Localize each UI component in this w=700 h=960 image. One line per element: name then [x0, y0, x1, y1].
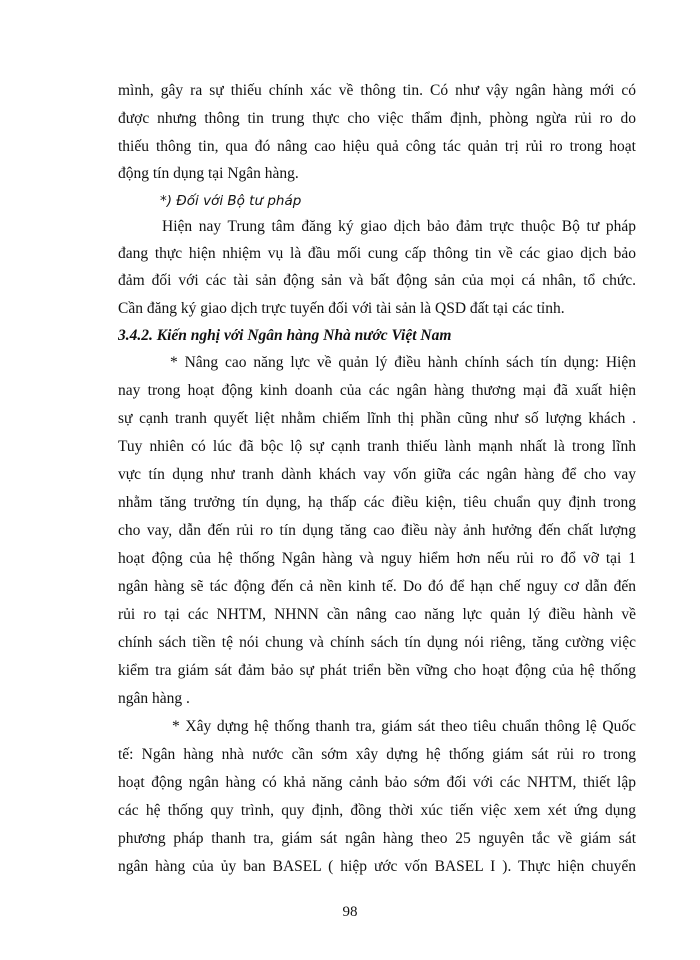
text-line: ngân hàng sẽ tác động đến cả nền kinh tế. Do đó để hạn chế nguy cơ dẫn đến [118, 578, 636, 595]
text-line: mình, gây ra sự thiếu chính xác về thông tin. Có như vậy ngân hàng mới có [118, 82, 636, 99]
page-number: 98 [342, 904, 358, 920]
text-line: vực tín dụng như tranh dành khách vay vốn giữa các ngân hàng để cho vay [118, 466, 636, 483]
text-line: nay trong hoạt động kinh doanh của các ngân hàng thương mại đã xuất hiện [118, 382, 636, 399]
text-line: nhằm tăng trưởng tín dụng, hạ thấp các điều kiện, tiêu chuẩn quy định trong [118, 494, 636, 511]
paragraph-first-line: * Xây dựng hệ thống thanh tra, giám sát theo tiêu chuẩn thông lệ Quốc [172, 718, 636, 735]
text-line: sự cạnh tranh quyết liệt nhằm chiếm lĩnh thị phần cũng như số lượng khách . [118, 410, 636, 427]
text-line: phương pháp thanh tra, giám sát ngân hàng theo 25 nguyên tắc về giám sát [118, 830, 636, 847]
text-line: hoạt động ngân hàng có khả năng cảnh bảo sớm đối với các NHTM, thiết lập [118, 774, 636, 791]
text-line: đang thực hiện nhiệm vụ là đầu mối cung cấp thông tin về các giao dịch bảo [118, 245, 636, 262]
text-line: ngân hàng của ủy ban BASEL ( hiệp ước vốn BASEL I ). Thực hiện chuyển [118, 858, 636, 875]
section-heading: 3.4.2. Kiến nghị với Ngân hàng Nhà nước Việt Nam [118, 327, 452, 344]
text-line: chính sách tiền tệ nói chung và chính sách tín dụng nói riêng, tăng cường việc [118, 634, 636, 651]
paragraph-first-line: Hiện nay Trung tâm đăng ký giao dịch bảo đảm trực thuộc Bộ tư pháp [162, 218, 636, 235]
text-line: Tuy nhiên có lúc đã bộc lộ sự cạnh tranh thiếu lành mạnh nhất là trong lĩnh [118, 438, 636, 455]
text-line: cho vay, dẫn đến rủi ro tín dụng tăng cao điều này ảnh hưởng đến chất lượng [118, 522, 636, 539]
text-line: đảm đối với các tài sản động sản và bất động sản của mọi cá nhân, tổ chức. [118, 272, 636, 289]
text-line: được nhưng thông tin trung thực cho việc thẩm định, phòng ngừa rủi ro do [118, 110, 636, 127]
text-line: tế: Ngân hàng nhà nước cần sớm xây dựng hệ thống giám sát rủi ro trong [118, 746, 636, 763]
text-line: động tín dụng tại Ngân hàng. [118, 165, 299, 182]
subsection-note: *) Đối với Bộ tư pháp [160, 193, 302, 209]
text-line: các hệ thống quy trình, quy định, đồng thời xúc tiến việc xem xét ứng dụng [118, 802, 636, 819]
text-line: hoạt động của hệ thống Ngân hàng và nguy hiểm hơn nếu rủi ro đổ vỡ tại 1 [118, 550, 636, 567]
text-line: thiếu thông tin, qua đó nâng cao hiệu quả công tác quản trị rủi ro trong hoạt [118, 138, 636, 155]
text-line: Cần đăng ký giao dịch trực tuyến đối với tài sản là QSD đất tại các tỉnh. [118, 300, 565, 317]
text-line: ngân hàng . [118, 690, 190, 707]
text-line: kiểm tra giám sát đảm bảo sự phát triển bền vững cho hoạt động của hệ thống [118, 662, 636, 679]
text-line: rủi ro tại các NHTM, NHNN cần nâng cao năng lực quản lý điều hành về [118, 606, 636, 623]
paragraph-first-line: * Nâng cao năng lực về quản lý điều hành chính sách tín dụng: Hiện [170, 354, 636, 371]
